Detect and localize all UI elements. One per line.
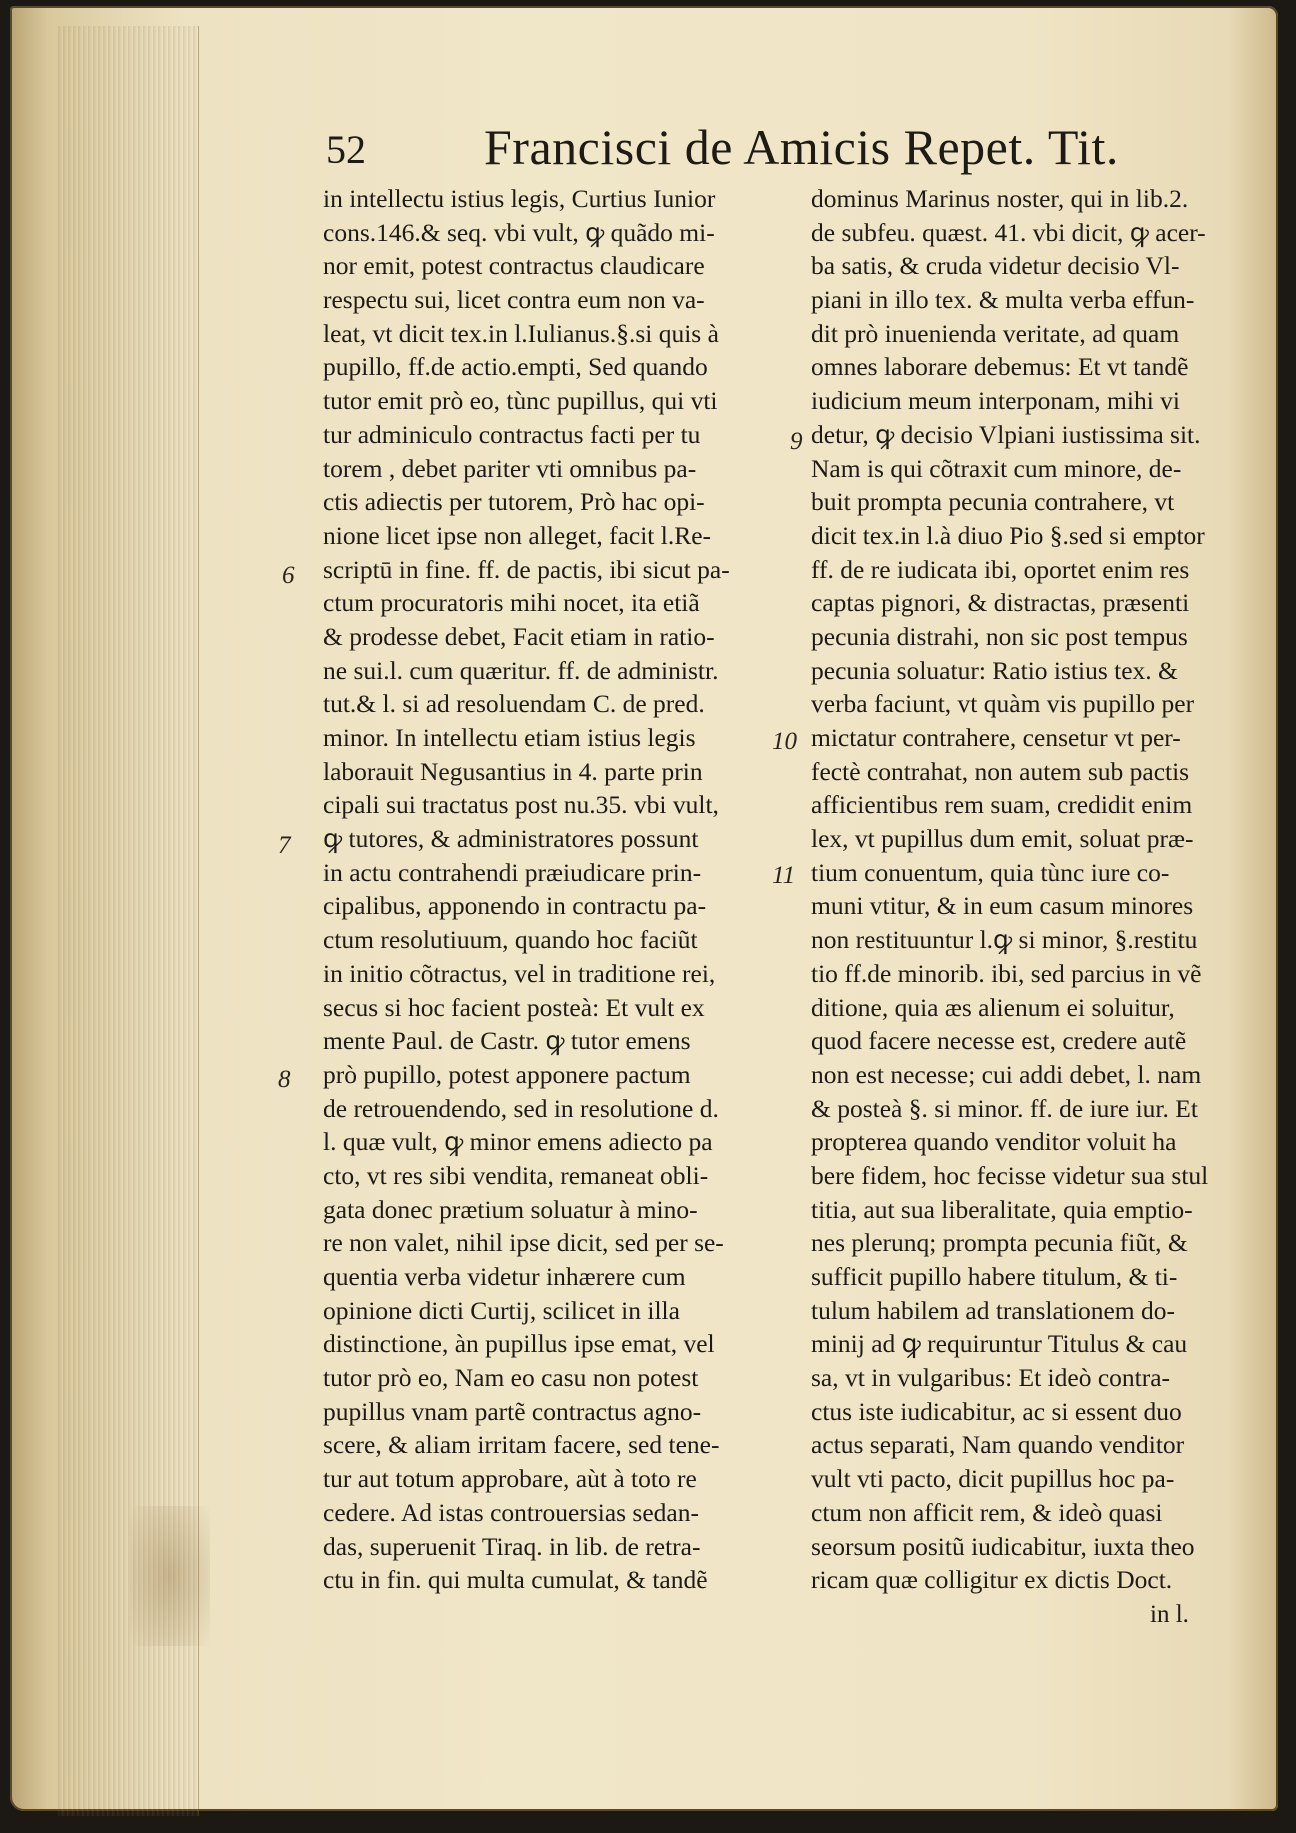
text-line: dominus Marinus noster, qui in lib.2. — [811, 184, 1189, 213]
text-line: leat, vt dicit tex.in l.Iulianus.§.si quis à — [323, 318, 719, 348]
running-title: Francisci de Amicis Repet. Tit. — [484, 119, 1119, 175]
text-line: seorsum positũ iudicabitur, iuxta theo — [811, 1531, 1195, 1561]
text-line: & prodesse debet, Facit etiam in ratio- — [323, 621, 715, 651]
text-line: sufficit pupillo habere titulum, & ti- — [811, 1262, 1178, 1291]
text-line: captas pignori, & distractas, præsenti — [811, 588, 1190, 618]
text-line: pecunia distrahi, non sic post tempus — [811, 621, 1188, 651]
text-line: sa, vt in vulgaribus: Et ideò contra- — [811, 1363, 1171, 1393]
text-line: buit prompta pecunia contrahere, vt — [811, 487, 1175, 517]
text-line: omnes laborare debemus: Et vt tandẽ — [811, 352, 1189, 382]
text-line: mictatur contrahere, censetur vt per- — [811, 723, 1181, 752]
text-line: bere fidem, hoc fecisse videtur sua stul — [811, 1160, 1209, 1190]
text-line: secus si hoc facient posteà: Et vult ex — [323, 992, 705, 1022]
text-line: in actu contrahendi præiudicare prin- — [323, 857, 702, 887]
text-line: detur, ꝙ decisio Vlpiani iustissima sit. — [811, 419, 1201, 449]
text-line: ditione, quia æs alienum ei soluitur, — [811, 992, 1175, 1022]
text-line: cipalibus, apponendo in contractu pa- — [323, 891, 707, 921]
text-line: & posteà §. si minor. ff. de iure iur. Et — [811, 1093, 1198, 1123]
text-line: ctum resolutiuum, quando hoc faciũt — [323, 925, 698, 955]
text-line: scriptū in fine. ff. de pactis, ibi sicut pa- — [323, 554, 730, 584]
text-line: in initio cõtractus, vel in traditione rei, — [323, 958, 716, 988]
text-line: pupillus vnam partẽ contractus agno- — [323, 1396, 702, 1426]
text-line: ricam quæ colligitur ex dictis Doct. — [811, 1565, 1173, 1595]
text-line: cto, vt res sibi vendita, remaneat obli- — [323, 1160, 709, 1190]
text-line: muni vtitur, & in eum casum minores — [811, 891, 1194, 921]
text-line: tutor prò eo, Nam eo casu non potest — [323, 1363, 699, 1393]
text-line: cedere. Ad istas controuersias sedan- — [323, 1497, 699, 1527]
text-line: ꝙ tutores, & administratores possunt — [323, 824, 699, 854]
text-line: dit prò inuenienda veritate, ad quam — [811, 318, 1180, 348]
text-line: das, superuenit Tiraq. in lib. de retra- — [323, 1531, 701, 1561]
text-line: propterea quando venditor voluit ha — [811, 1127, 1177, 1157]
text-line: mente Paul. de Castr. ꝙ tutor emens — [323, 1026, 691, 1056]
text-line: non est necesse; cui addi debet, l. nam — [811, 1059, 1202, 1089]
text-line: afficientibus rem suam, credidit enim — [811, 790, 1193, 820]
text-line: pecunia soluatur: Ratio istius tex. & — [811, 655, 1178, 685]
catchword: in l. — [1150, 1601, 1189, 1628]
marginal-number-8: 8 — [278, 1066, 291, 1093]
text-line: prò pupillo, potest apponere pactum — [323, 1059, 691, 1089]
text-line: l. quæ vult, ꝙ minor emens adiecto pa — [323, 1127, 713, 1157]
text-line: pupillo, ff.de actio.empti, Sed quando — [323, 352, 708, 382]
text-line: ctu in fin. qui multa cumulat, & tandẽ — [323, 1565, 708, 1595]
text-line: lex, vt pupillus dum emit, soluat præ- — [811, 824, 1194, 854]
marginal-number-11: 11 — [772, 862, 796, 889]
text-line: nione licet ipse non alleget, facit l.Re- — [323, 520, 712, 550]
marginal-number-6: 6 — [282, 562, 295, 589]
text-line: de retrouendendo, sed in resolutione d. — [323, 1093, 719, 1123]
text-line: scere, & aliam irritam facere, sed tene- — [323, 1430, 720, 1460]
text-line: opinione dicti Curtij, scilicet in illa — [323, 1295, 680, 1325]
text-line: minor. In intellectu etiam istius legis — [323, 723, 696, 752]
text-line: fectè contrahat, non autem sub pactis — [811, 756, 1190, 786]
text-line: ctis adiectis per tutorem, Prò hac opi- — [323, 487, 705, 517]
text-line: ctum procuratoris mihi nocet, ita etiã — [323, 588, 700, 618]
paper-stain — [130, 1506, 210, 1646]
text-line: ne sui.l. cum quæritur. ff. de administr. — [323, 655, 719, 685]
text-line: piani in illo tex. & multa verba effun- — [811, 285, 1195, 315]
text-line: titia, aut sua liberalitate, quia emptio- — [811, 1194, 1193, 1224]
text-line: vult vti pacto, dicit pupillus hoc pa- — [811, 1464, 1175, 1494]
text-line: ctus iste iudicabitur, ac si essent duo — [811, 1396, 1182, 1426]
text-line: torem , debet pariter vti omnibus pa- — [323, 453, 697, 483]
text-line: cipali sui tractatus post nu.35. vbi vult, — [323, 790, 719, 820]
text-line: cons.146.& seq. vbi vult, ꝙ quãdo mi- — [323, 217, 715, 247]
text-line: tio ff.de minorib. ibi, sed parcius in vẽ — [811, 958, 1202, 988]
text-line: ctum non afficit rem, & ideò quasi — [811, 1497, 1163, 1527]
text-line: gata donec prætium soluatur à mino- — [323, 1194, 698, 1224]
text-line: quod facere necesse est, credere autẽ — [811, 1026, 1187, 1056]
text-line: ba satis, & cruda videtur decisio Vl- — [811, 251, 1180, 281]
text-line: tur adminiculo contractus facti per tu — [323, 419, 701, 449]
text-line: quentia verba videtur inhærere cum — [323, 1262, 686, 1291]
text-line: actus separati, Nam quando venditor — [811, 1430, 1185, 1460]
text-line: laborauit Negusantius in 4. parte prin — [323, 756, 703, 786]
page-number: 52 — [326, 127, 366, 172]
text-line: tulum habilem ad translationem do- — [811, 1295, 1175, 1325]
text-line: iudicium meum interponam, mihi vi — [811, 386, 1180, 416]
text-line: de subfeu. quæst. 41. vbi dicit, ꝙ acer- — [811, 217, 1206, 247]
marginal-number-7: 7 — [278, 832, 291, 859]
marginal-number-10: 10 — [772, 728, 797, 755]
text-line: respectu sui, licet contra eum non va- — [323, 285, 705, 315]
text-line: nes plerunq; prompta pecunia fiũt, & — [811, 1228, 1188, 1258]
text-line: dicit tex.in l.à diuo Pio §.sed si emptor — [811, 520, 1205, 550]
text-line: distinctione, àn pupillus ipse emat, vel — [323, 1329, 715, 1359]
left-column — [323, 182, 763, 1597]
text-line: tur aut totum approbare, aùt à toto re — [323, 1464, 697, 1494]
text-line: non restituuntur l.ꝙ si minor, §.restitu — [811, 925, 1198, 955]
text-line: Nam is qui cõtraxit cum minore, de- — [811, 453, 1182, 483]
text-line: ff. de re iudicata ibi, oportet enim res — [811, 554, 1190, 584]
marginal-number-9: 9 — [790, 428, 803, 455]
text-line: minij ad ꝙ requiruntur Titulus & cau — [811, 1329, 1188, 1359]
right-column — [811, 182, 1251, 1597]
text-line: in intellectu istius legis, Curtius Iunior — [323, 184, 716, 213]
text-line: nor emit, potest contractus claudicare — [323, 251, 705, 281]
text-line: tium conuentum, quia tùnc iure co- — [811, 857, 1170, 887]
text-line: tutor emit prò eo, tùnc pupillus, qui vti — [323, 386, 718, 416]
text-line: verba faciunt, vt quàm vis pupillo per — [811, 689, 1195, 719]
text-line: tut.& l. si ad resoluendam C. de pred. — [323, 689, 705, 719]
text-line: re non valet, nihil ipse dicit, sed per se- — [323, 1228, 724, 1258]
